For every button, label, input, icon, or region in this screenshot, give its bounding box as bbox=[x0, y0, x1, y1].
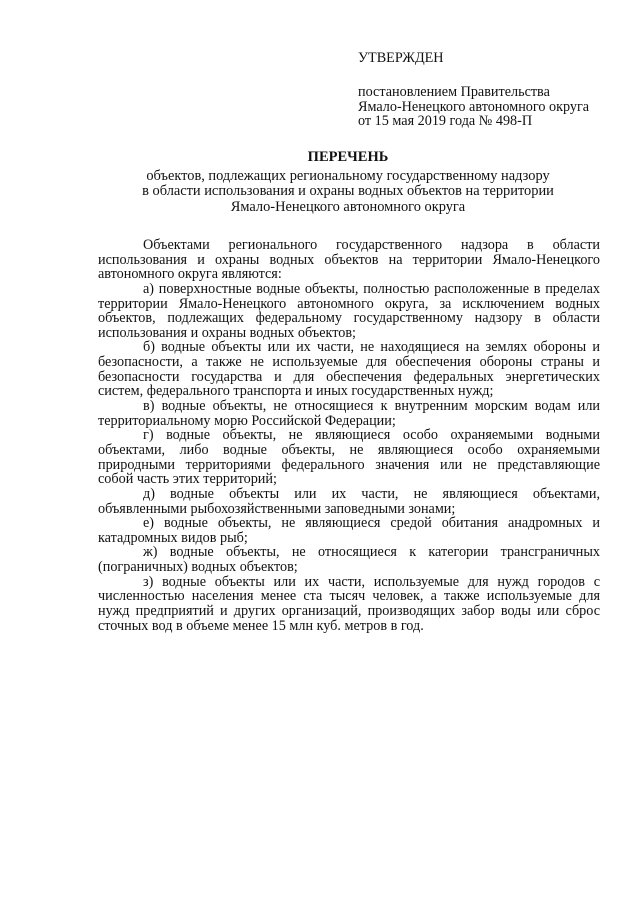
paragraph-line: использования и охраны водных объектов на территории Ямало-Ненецкого bbox=[98, 251, 600, 268]
subtitle-line: Ямало-Ненецкого автономного округа bbox=[230, 198, 466, 215]
document-body bbox=[98, 238, 600, 633]
paragraph-line: з) водные объекты или их части, используемые для нужд городов с bbox=[143, 573, 600, 590]
paragraph-line: территории Ямало-Ненецкого автономного округа, за исключением водных bbox=[98, 295, 600, 312]
paragraph-line: автономного округа являются: bbox=[98, 266, 282, 283]
list-heading bbox=[98, 149, 598, 215]
list-item-d bbox=[98, 487, 600, 516]
approval-details bbox=[358, 85, 589, 129]
document-subtitle bbox=[98, 169, 598, 216]
paragraph-line: объектов, подлежащих федеральному государственному надзору в области bbox=[98, 310, 600, 327]
paragraph-line: е) водные объекты, не являющиеся средой обитания анадромных и bbox=[143, 515, 600, 532]
paragraph-line: территориальному морю Российской Федерации; bbox=[98, 412, 396, 429]
approval-title: УТВЕРЖДЕН bbox=[358, 50, 444, 66]
list-item-b bbox=[98, 340, 600, 399]
paragraph-line: д) водные объекты или их части, не являющиеся объектами, bbox=[143, 485, 600, 502]
paragraph-line: численностью населения менее ста тысяч человек, а также используемые для bbox=[98, 588, 600, 605]
paragraph-line: катадромных видов рыб; bbox=[98, 529, 248, 546]
paragraph-line: сточных вод в объеме менее 15 млн куб. метров в год. bbox=[98, 617, 424, 634]
paragraph-line: а) поверхностные водные объекты, полностью расположенные в пределах bbox=[143, 280, 600, 297]
approval-line: Ямало-Ненецкого автономного округа bbox=[358, 98, 590, 115]
approval-line: от 15 мая 2019 года № 498-П bbox=[358, 113, 533, 130]
list-item-a bbox=[98, 282, 600, 341]
list-item-z bbox=[98, 575, 600, 634]
paragraph-line: (пограничных) водных объектов; bbox=[98, 559, 298, 576]
paragraph-line: безопасности, а также не используемые для обеспечения обороны страны и bbox=[98, 354, 600, 371]
paragraph-line: объявленными рыбохозяйственными заповедными зонами; bbox=[98, 500, 456, 517]
paragraph-line: нужд предприятий и других организаций, производящих забор воды или сброс bbox=[98, 603, 600, 620]
approval-line: постановлением Правительства bbox=[358, 84, 550, 100]
list-item-zh bbox=[98, 545, 600, 574]
paragraph-line: б) водные объекты или их части, не находящиеся на землях обороны и bbox=[143, 339, 600, 356]
paragraph-line: природными территориями федерального значения или не представляющие bbox=[98, 456, 600, 473]
paragraph-line: собой часть этих территорий; bbox=[98, 471, 277, 488]
paragraph-line: в) водные объекты, не относящиеся к внутренним морским водам или bbox=[143, 398, 600, 415]
list-item-g bbox=[98, 428, 600, 487]
approval-stamp bbox=[358, 50, 628, 130]
paragraph-line: г) водные объекты, не являющиеся особо охраняемыми водными bbox=[143, 427, 600, 444]
document-title: ПЕРЕЧЕНЬ bbox=[307, 149, 389, 165]
list-item-e bbox=[98, 516, 600, 545]
paragraph-line: систем, федерального транспорта и иных государственных нужд; bbox=[98, 383, 494, 400]
subtitle-line: объектов, подлежащих региональному государственному надзору bbox=[146, 167, 550, 184]
paragraph-line: использования и охраны водных объектов; bbox=[98, 324, 356, 341]
paragraph-line: ж) водные объекты, не относящиеся к категории трансграничных bbox=[143, 544, 600, 561]
paragraph-line: Объектами регионального государственного надзора в области bbox=[143, 237, 600, 253]
paragraph-line: безопасности государства и для обеспечения федеральных энергетических bbox=[98, 368, 600, 385]
paragraph-line: объектами, либо водные объекты, не являющиеся особо охраняемыми bbox=[98, 441, 600, 458]
list-item-v bbox=[98, 399, 600, 428]
subtitle-line: в области использования и охраны водных объектов на территории bbox=[142, 183, 554, 199]
intro-paragraph bbox=[98, 238, 600, 282]
